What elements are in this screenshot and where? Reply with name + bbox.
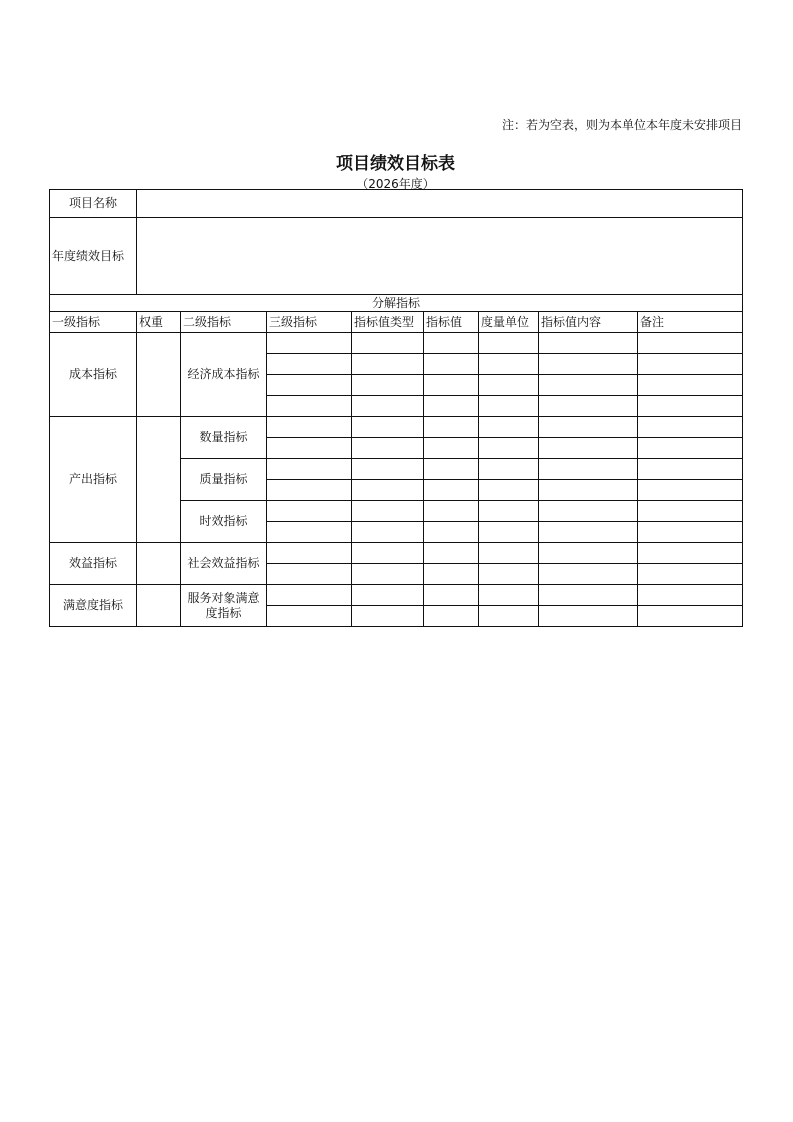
level3-indicator-cell[interactable] bbox=[267, 375, 352, 396]
value-content-cell[interactable] bbox=[539, 522, 638, 543]
value-type-cell[interactable] bbox=[352, 480, 424, 501]
level3-indicator-cell[interactable] bbox=[267, 543, 352, 564]
unit-cell[interactable] bbox=[479, 459, 539, 480]
value-content-cell[interactable] bbox=[539, 375, 638, 396]
value-content-cell[interactable] bbox=[539, 564, 638, 585]
level3-indicator-cell[interactable] bbox=[267, 396, 352, 417]
column-header: 三级指标 bbox=[267, 312, 352, 333]
value-content-cell[interactable] bbox=[539, 459, 638, 480]
value-type-cell[interactable] bbox=[352, 375, 424, 396]
unit-cell[interactable] bbox=[479, 438, 539, 459]
remark-cell[interactable] bbox=[638, 396, 743, 417]
level2-indicator: 服务对象满意度指标 bbox=[181, 585, 267, 627]
weight-cell[interactable] bbox=[137, 417, 181, 543]
project-name-label: 项目名称 bbox=[50, 190, 137, 218]
column-header: 一级指标 bbox=[50, 312, 137, 333]
fiscal-year: （2026年度） bbox=[356, 177, 435, 191]
indicator-value-cell[interactable] bbox=[424, 543, 479, 564]
remark-cell[interactable] bbox=[638, 480, 743, 501]
remark-cell[interactable] bbox=[638, 501, 743, 522]
unit-cell[interactable] bbox=[479, 543, 539, 564]
indicator-value-cell[interactable] bbox=[424, 354, 479, 375]
performance-goal-table bbox=[49, 189, 743, 627]
remark-cell[interactable] bbox=[638, 375, 743, 396]
column-header: 二级指标 bbox=[181, 312, 267, 333]
level1-indicator: 效益指标 bbox=[50, 543, 137, 585]
indicator-value-cell[interactable] bbox=[424, 564, 479, 585]
level3-indicator-cell[interactable] bbox=[267, 333, 352, 354]
indicator-value-cell[interactable] bbox=[424, 585, 479, 606]
value-content-cell[interactable] bbox=[539, 480, 638, 501]
column-header: 指标值内容 bbox=[539, 312, 638, 333]
remark-cell[interactable] bbox=[638, 417, 743, 438]
weight-cell[interactable] bbox=[137, 543, 181, 585]
value-type-cell[interactable] bbox=[352, 564, 424, 585]
indicator-value-cell[interactable] bbox=[424, 333, 479, 354]
level1-indicator: 成本指标 bbox=[50, 333, 137, 417]
indicator-row bbox=[50, 333, 743, 354]
unit-cell[interactable] bbox=[479, 417, 539, 438]
value-content-cell[interactable] bbox=[539, 417, 638, 438]
level3-indicator-cell[interactable] bbox=[267, 501, 352, 522]
level1-indicator: 满意度指标 bbox=[50, 585, 137, 627]
indicator-value-cell[interactable] bbox=[424, 438, 479, 459]
indicator-value-cell[interactable] bbox=[424, 522, 479, 543]
column-header-row bbox=[50, 312, 743, 333]
column-header: 备注 bbox=[638, 312, 743, 333]
column-header: 度量单位 bbox=[479, 312, 539, 333]
weight-cell[interactable] bbox=[137, 333, 181, 417]
value-content-cell[interactable] bbox=[539, 333, 638, 354]
value-type-cell[interactable] bbox=[352, 459, 424, 480]
value-type-cell[interactable] bbox=[352, 417, 424, 438]
value-type-cell[interactable] bbox=[352, 501, 424, 522]
remark-cell[interactable] bbox=[638, 585, 743, 606]
indicator-value-cell[interactable] bbox=[424, 459, 479, 480]
value-type-cell[interactable] bbox=[352, 522, 424, 543]
column-header: 指标值 bbox=[424, 312, 479, 333]
value-content-cell[interactable] bbox=[539, 354, 638, 375]
value-content-cell[interactable] bbox=[539, 585, 638, 606]
level3-indicator-cell[interactable] bbox=[267, 459, 352, 480]
level3-indicator-cell[interactable] bbox=[267, 606, 352, 627]
value-type-cell[interactable] bbox=[352, 585, 424, 606]
level2-indicator: 经济成本指标 bbox=[181, 333, 267, 417]
level3-indicator-cell[interactable] bbox=[267, 585, 352, 606]
value-content-cell[interactable] bbox=[539, 396, 638, 417]
level2-indicator: 质量指标 bbox=[181, 459, 267, 501]
remark-cell[interactable] bbox=[638, 522, 743, 543]
remark-cell[interactable] bbox=[638, 354, 743, 375]
unit-cell[interactable] bbox=[479, 606, 539, 627]
level3-indicator-cell[interactable] bbox=[267, 354, 352, 375]
unit-cell[interactable] bbox=[479, 585, 539, 606]
level2-indicator: 时效指标 bbox=[181, 501, 267, 543]
level3-indicator-cell[interactable] bbox=[267, 438, 352, 459]
unit-cell[interactable] bbox=[479, 333, 539, 354]
page-title: 项目绩效目标表 bbox=[336, 154, 455, 174]
indicator-row bbox=[50, 417, 743, 438]
remark-cell[interactable] bbox=[638, 606, 743, 627]
indicator-value-cell[interactable] bbox=[424, 396, 479, 417]
remark-cell[interactable] bbox=[638, 333, 743, 354]
value-type-cell[interactable] bbox=[352, 543, 424, 564]
project-name-field[interactable] bbox=[137, 190, 743, 218]
value-content-cell[interactable] bbox=[539, 606, 638, 627]
column-header: 权重 bbox=[137, 312, 181, 333]
remark-cell[interactable] bbox=[638, 459, 743, 480]
level3-indicator-cell[interactable] bbox=[267, 564, 352, 585]
level2-indicator: 数量指标 bbox=[181, 417, 267, 459]
level3-indicator-cell[interactable] bbox=[267, 417, 352, 438]
remark-cell[interactable] bbox=[638, 564, 743, 585]
indicator-value-cell[interactable] bbox=[424, 501, 479, 522]
remark-cell[interactable] bbox=[638, 438, 743, 459]
empty-table-note: 注：若为空表，则为本单位本年度未安排项目 bbox=[501, 118, 742, 132]
level1-indicator: 产出指标 bbox=[50, 417, 137, 543]
indicator-value-cell[interactable] bbox=[424, 606, 479, 627]
value-content-cell[interactable] bbox=[539, 543, 638, 564]
unit-cell[interactable] bbox=[479, 564, 539, 585]
unit-cell[interactable] bbox=[479, 396, 539, 417]
value-type-cell[interactable] bbox=[352, 333, 424, 354]
value-type-cell[interactable] bbox=[352, 438, 424, 459]
indicator-value-cell[interactable] bbox=[424, 417, 479, 438]
level2-indicator: 社会效益指标 bbox=[181, 543, 267, 585]
indicator-value-cell[interactable] bbox=[424, 375, 479, 396]
indicator-row bbox=[50, 585, 743, 606]
remark-cell[interactable] bbox=[638, 543, 743, 564]
unit-cell[interactable] bbox=[479, 375, 539, 396]
unit-cell[interactable] bbox=[479, 354, 539, 375]
value-type-cell[interactable] bbox=[352, 354, 424, 375]
unit-cell[interactable] bbox=[479, 522, 539, 543]
level3-indicator-cell[interactable] bbox=[267, 522, 352, 543]
annual-goal-field[interactable] bbox=[137, 218, 743, 295]
unit-cell[interactable] bbox=[479, 480, 539, 501]
column-header: 指标值类型 bbox=[352, 312, 424, 333]
weight-cell[interactable] bbox=[137, 585, 181, 627]
annual-goal-label: 年度绩效目标 bbox=[50, 218, 137, 295]
value-content-cell[interactable] bbox=[539, 438, 638, 459]
breakdown-header: 分解指标 bbox=[50, 295, 743, 312]
indicator-value-cell[interactable] bbox=[424, 480, 479, 501]
unit-cell[interactable] bbox=[479, 501, 539, 522]
value-content-cell[interactable] bbox=[539, 501, 638, 522]
level3-indicator-cell[interactable] bbox=[267, 480, 352, 501]
value-type-cell[interactable] bbox=[352, 396, 424, 417]
value-type-cell[interactable] bbox=[352, 606, 424, 627]
indicator-row bbox=[50, 543, 743, 564]
